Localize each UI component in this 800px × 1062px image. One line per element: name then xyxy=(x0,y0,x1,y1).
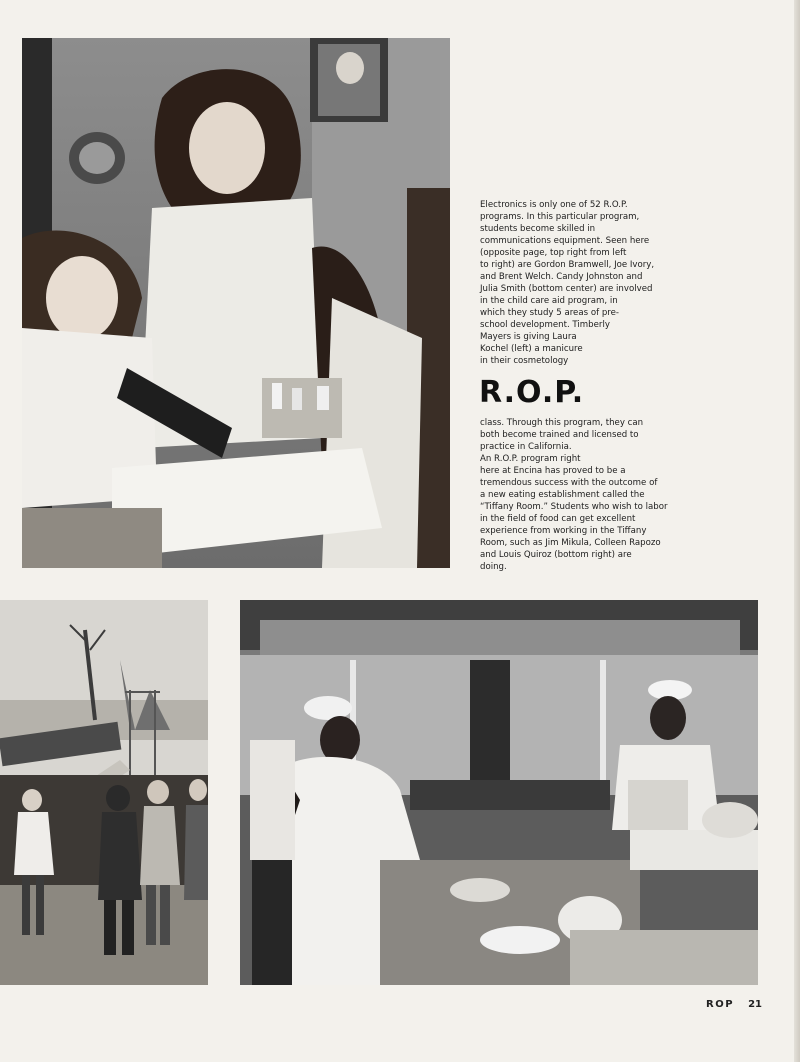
caption-line: communications equipment. Seen here xyxy=(480,236,650,246)
caption-line: and Brent Welch. Candy Johnston and xyxy=(480,272,643,282)
caption-line: tremendous success with the outcome of xyxy=(480,478,658,488)
page-number: 21 xyxy=(748,999,762,1010)
caption-line: “Tiffany Room.” Students who wish to labor xyxy=(480,502,668,512)
caption-line: Electronics is only one of 52 R.O.P. xyxy=(480,200,628,210)
caption-line: a new eating establishment called the xyxy=(480,490,645,500)
caption-line: Julia Smith (bottom center) are involved xyxy=(480,284,653,294)
caption-line: Kochel (left) a manicure xyxy=(480,344,583,354)
caption-line: and Louis Quiroz (bottom right) are xyxy=(480,550,632,560)
caption-line: (opposite page, top right from left xyxy=(480,248,627,258)
article-caption-bottom xyxy=(480,417,690,573)
caption-line: in the field of food can get excellent xyxy=(480,514,636,524)
caption-line: students become skilled in xyxy=(480,224,596,234)
folio-section: ROP xyxy=(706,999,735,1010)
page-edge xyxy=(794,0,800,1062)
caption-line: Mayers is giving Laura xyxy=(480,332,577,342)
caption-line: in the child care aid program, in xyxy=(480,296,618,306)
caption-line: experience from working in the Tiffany xyxy=(480,526,647,536)
caption-line: in their cosmetology xyxy=(480,356,569,366)
children-photo-art xyxy=(0,600,208,985)
article-caption-top xyxy=(480,199,690,367)
caption-line: both become trained and licensed to xyxy=(480,430,639,440)
kitchen-photo-art xyxy=(240,600,758,985)
caption-line: which they study 5 areas of pre- xyxy=(480,308,620,318)
manicure-photo-art xyxy=(22,38,450,568)
caption-line: here at Encina has proved to be a xyxy=(480,466,626,476)
caption-line: Room, such as Jim Mikula, Colleen Rapozo xyxy=(480,538,661,548)
caption-line: doing. xyxy=(480,562,507,572)
rop-heading: R.O.P. xyxy=(479,375,585,410)
caption-line: programs. In this particular program, xyxy=(480,212,640,222)
cosmetology-manicure-photo xyxy=(22,38,450,568)
tiffany-room-kitchen-photo xyxy=(240,600,758,985)
page-folio xyxy=(706,999,762,1010)
caption-line: An R.O.P. program right xyxy=(480,454,581,464)
caption-line: practice in California. xyxy=(480,442,572,452)
caption-line: school development. Timberly xyxy=(480,320,610,330)
caption-line: to right) are Gordon Bramwell, Joe Ivory, xyxy=(480,260,655,270)
caption-line: class. Through this program, they can xyxy=(480,418,644,428)
child-care-photo xyxy=(0,600,208,985)
